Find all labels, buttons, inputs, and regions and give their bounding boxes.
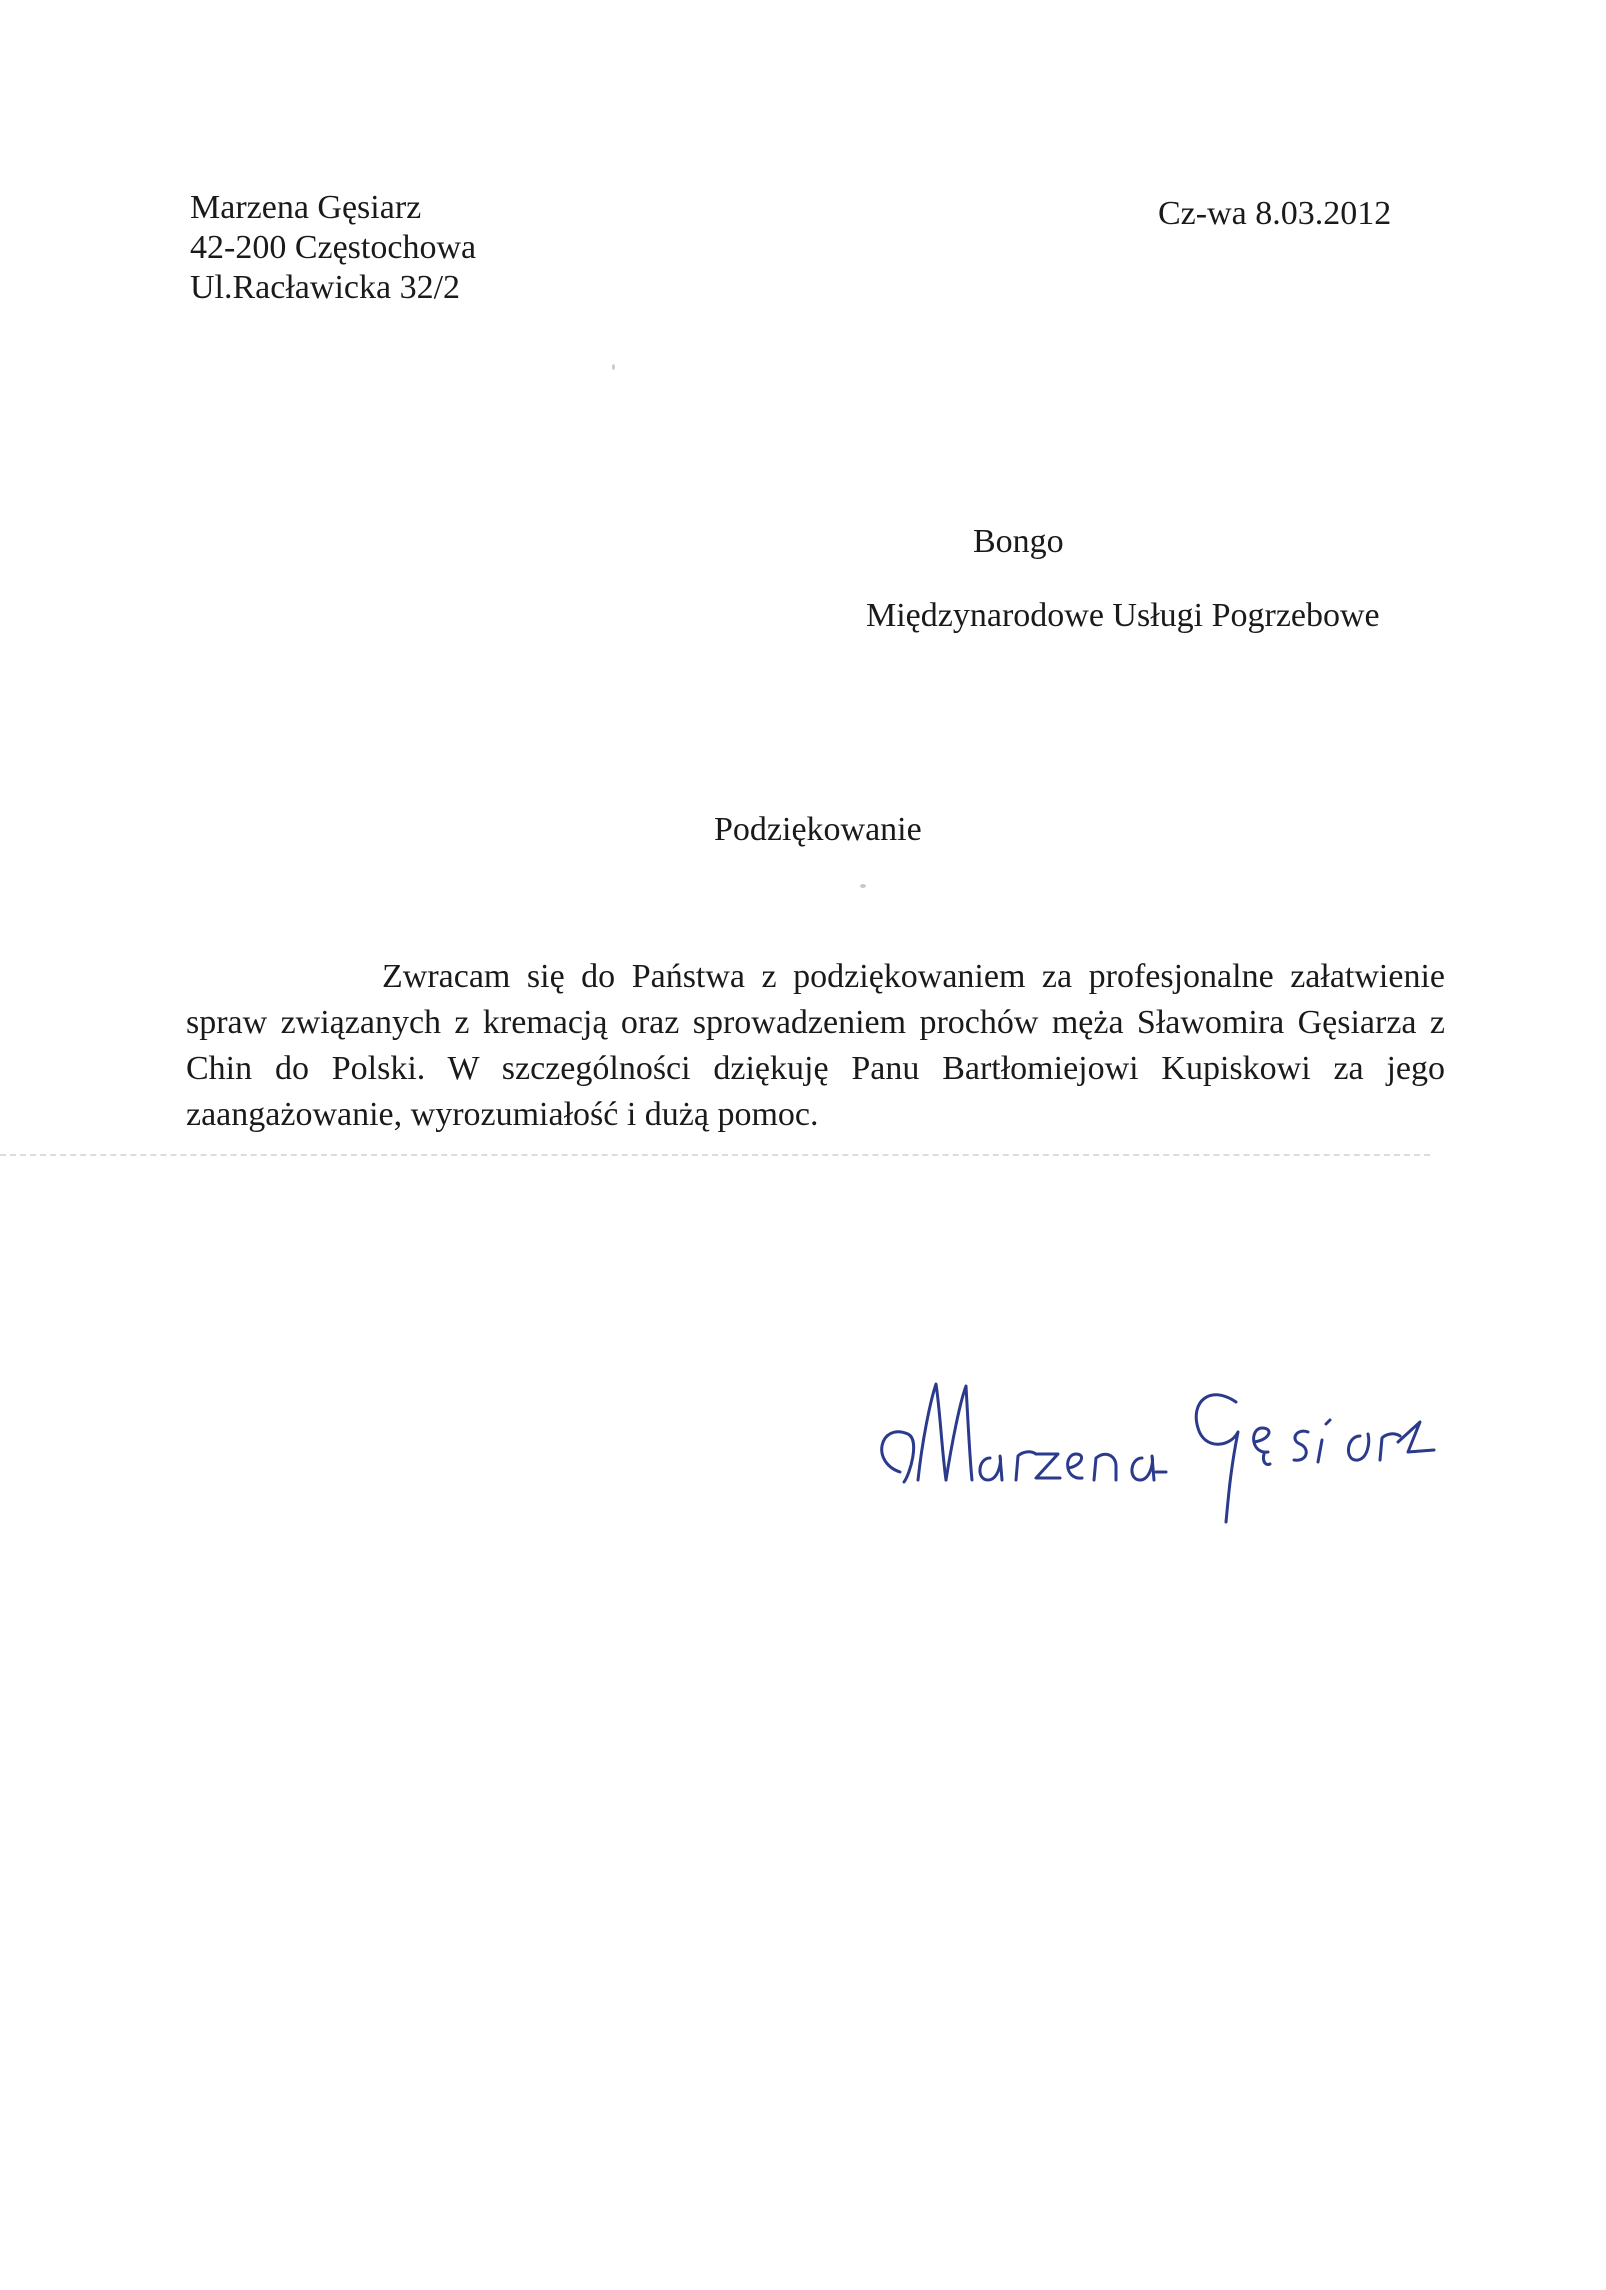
body-line: Zwracam się do Państwa z podziękowaniem za profesjonalne załatwienie	[382, 958, 1445, 995]
scan-speck	[612, 364, 615, 370]
fold-line	[0, 1154, 1430, 1156]
letter-body	[186, 954, 1445, 1138]
signature-strokes	[882, 1384, 1434, 1522]
scan-speck	[860, 884, 866, 888]
body-line: spraw związanych z kremacją oraz sprowadzeniem prochów męża Sławomira Gęsiarza z	[186, 1004, 1445, 1041]
sender-city: 42-200 Częstochowa	[190, 229, 477, 266]
handwritten-signature	[860, 1362, 1460, 1532]
sender-block	[190, 188, 476, 308]
sender-street: Ul.Racławicka 32/2	[190, 269, 461, 306]
letter-subject: Podziękowanie	[714, 811, 922, 848]
body-line: Chin do Polski. W szczególności dziękuję Panu Bartłomiejowi Kupiskowi za jego	[186, 1050, 1445, 1087]
recipient-organization: Międzynarodowe Usługi Pogrzebowe	[866, 597, 1380, 634]
recipient-name: Bongo	[973, 523, 1064, 560]
sender-name: Marzena Gęsiarz	[190, 189, 422, 226]
body-line: zaangażowanie, wyrozumiałość i dużą pomoc.	[186, 1096, 819, 1133]
letter-date: Cz-wa 8.03.2012	[1158, 195, 1392, 232]
